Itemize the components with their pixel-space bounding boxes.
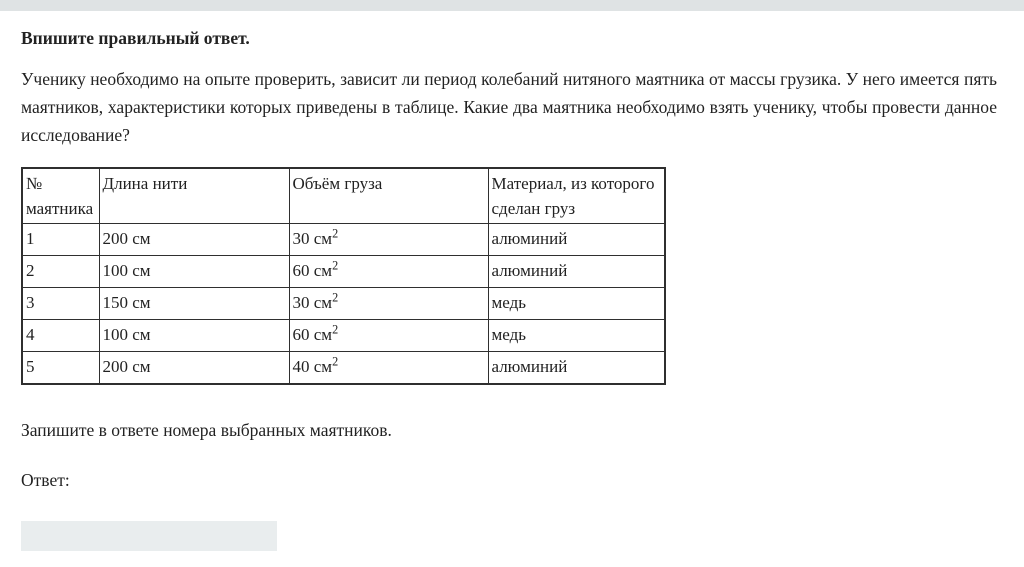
material-cell: алюминий (488, 351, 665, 384)
volume-cell (289, 255, 488, 287)
table-row (22, 223, 665, 255)
volume-value: 60 см (292, 261, 333, 281)
table-row (22, 255, 665, 287)
length-cell: 100 см (99, 255, 289, 287)
instruction-text: Запишите в ответе номера выбранных маятников. (21, 419, 392, 440)
material-cell: медь (488, 319, 665, 351)
question-text: Ученику необходимо на опыте проверить, зависит ли период колебаний нитяного маятника от массы грузика. У него имеется пять маятников, характеристики которых приведены в таблице. Какие два маятника необходимо взять ученику, чтобы провести данное исследование? (21, 68, 997, 145)
answer-label: Ответ: (21, 469, 70, 490)
question-page (0, 27, 1024, 551)
pendulum-number-cell: 3 (22, 287, 99, 319)
column-header-length: Длина нити (99, 168, 289, 224)
pendulum-number-cell: 1 (22, 223, 99, 255)
table-header-row (22, 168, 665, 224)
volume-cell (289, 351, 488, 384)
volume-value: 30 см (292, 229, 333, 249)
pendulum-number-cell: 5 (22, 351, 99, 384)
material-cell: алюминий (488, 223, 665, 255)
volume-cell (289, 287, 488, 319)
volume-superscript: 2 (332, 290, 339, 305)
page-title: Впишите правильный ответ. (21, 28, 250, 48)
volume-superscript: 2 (332, 322, 339, 337)
column-header-volume: Объём груза (289, 168, 488, 224)
table-row (22, 319, 665, 351)
length-cell: 200 см (99, 351, 289, 384)
volume-cell (289, 223, 488, 255)
column-header-number: № маятника (22, 168, 99, 224)
column-header-material: Материал, из которого сделан груз (488, 168, 665, 224)
table-row (22, 351, 665, 384)
volume-value: 40 см (292, 357, 333, 377)
length-cell: 100 см (99, 319, 289, 351)
answer-input[interactable] (21, 521, 277, 551)
top-bar (0, 0, 1024, 11)
length-cell: 150 см (99, 287, 289, 319)
material-cell: медь (488, 287, 665, 319)
volume-value: 30 см (292, 293, 333, 313)
volume-superscript: 2 (332, 354, 339, 369)
pendulum-characteristics-table (21, 167, 666, 385)
table-row (22, 287, 665, 319)
volume-superscript: 2 (332, 258, 339, 273)
length-cell: 200 см (99, 223, 289, 255)
pendulum-number-cell: 2 (22, 255, 99, 287)
volume-cell (289, 319, 488, 351)
volume-value: 60 см (292, 325, 333, 345)
volume-superscript: 2 (332, 226, 339, 241)
material-cell: алюминий (488, 255, 665, 287)
pendulum-number-cell: 4 (22, 319, 99, 351)
